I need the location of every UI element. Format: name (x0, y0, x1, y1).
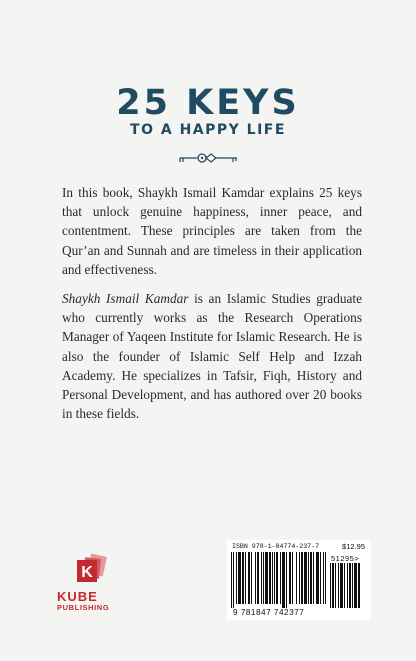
barcode-block (227, 540, 371, 620)
book-title: 25 KEYS (116, 83, 300, 123)
author-bio-text: is an Islamic Studies graduate who currently works as the Research Operations Manager of Yaqeen Institute for Islamic Research. He is also the founder of Islamic Self Help and Izzah Academy. He specializes in Tafsir, Fiqh, History and Personal Development, and has authored over 20 books in these fields. (62, 291, 362, 422)
publisher-name: KUBE (57, 589, 98, 604)
ean-barcode (231, 552, 328, 610)
publisher-logo (55, 553, 135, 613)
publisher-tagline: PUBLISHING (57, 603, 110, 612)
logo-letter: K (81, 564, 93, 581)
author-bio (62, 289, 362, 423)
addon-digits: 51295> (331, 554, 360, 563)
ean-digits: 9 781847 742377 (233, 608, 305, 617)
price: $12.95 (342, 542, 365, 551)
book-subtitle: TO A HAPPY LIFE (130, 122, 286, 138)
addon-barcode (330, 563, 366, 608)
key-ornament-icon (178, 150, 240, 166)
kube-logo-icon (69, 553, 109, 589)
author-name: Shaykh Ismail Kamdar (62, 291, 189, 306)
isbn-text: ISBN 978-1-84774-237-7 (232, 543, 320, 550)
book-description: In this book, Shaykh Ismail Kamdar explains 25 keys that unlock genuine happiness, inner peace, and contentment. These principles are taken from the Qur’an and Sunnah and are timeless in their application and effectiveness. (62, 185, 362, 277)
